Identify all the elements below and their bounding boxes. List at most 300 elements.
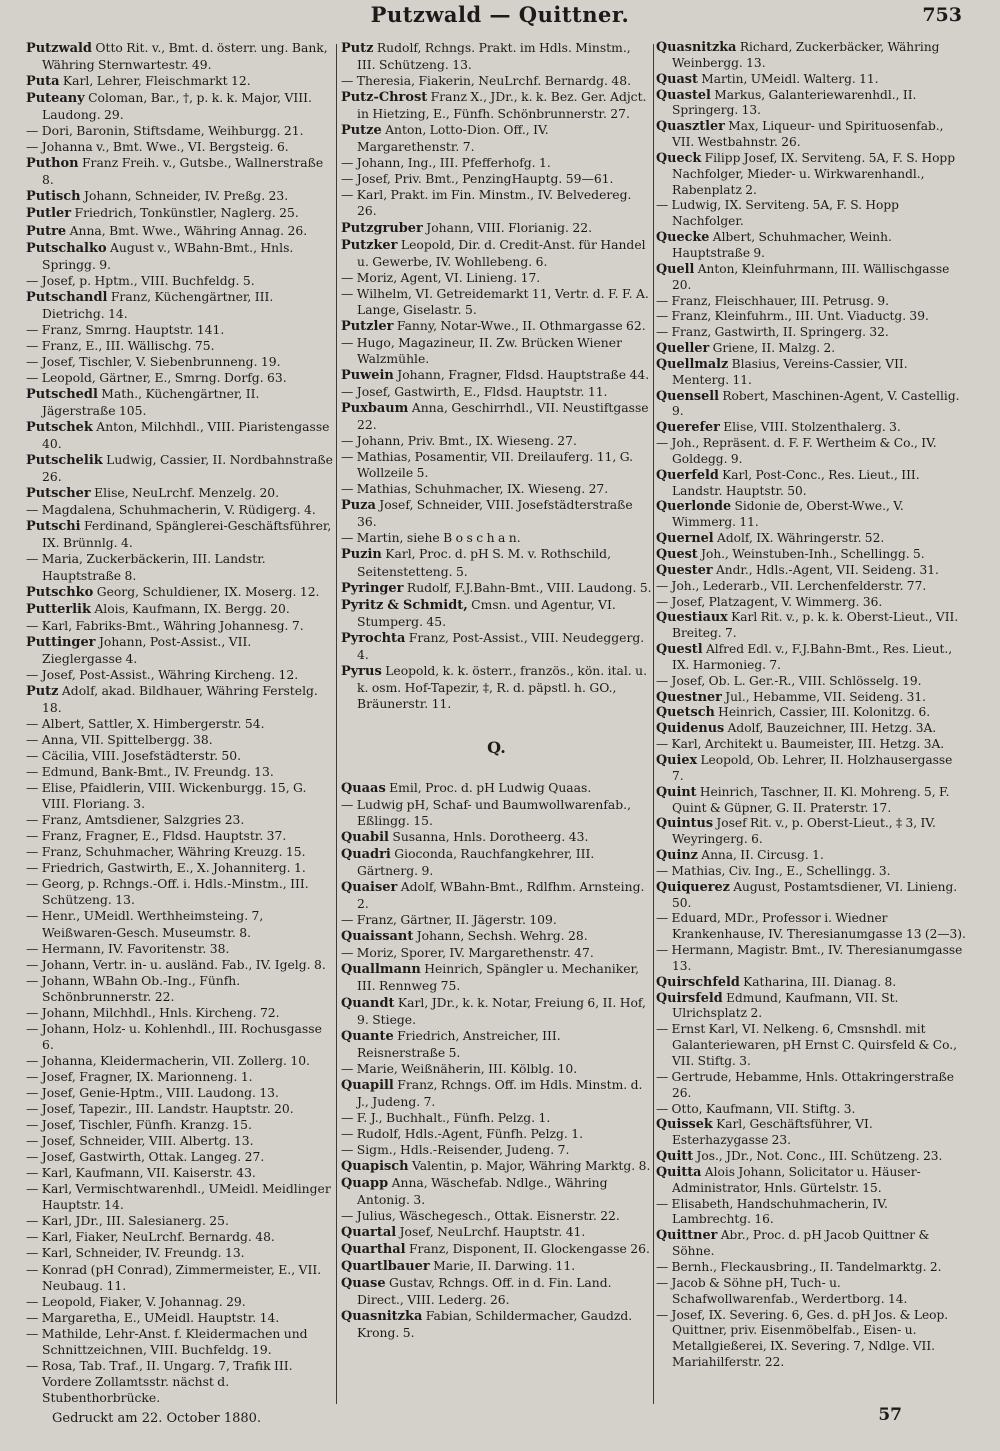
entry-name: Puza: [341, 498, 376, 514]
directory-entry: [26, 780, 333, 812]
entry-detail: Cmsn. und Agentur, VI. Stumperg. 45.: [357, 597, 616, 629]
directory-entry: [656, 753, 966, 785]
entry-name: Putterlik: [26, 601, 91, 617]
entry-name: Putschedl: [26, 386, 98, 402]
entry-detail: Elise, VIII. Stolzenthalerg. 3.: [719, 420, 901, 435]
directory-entry: [341, 797, 652, 829]
entry-name: Quint: [656, 784, 697, 800]
entry-detail: — Johanna v., Bmt. Wwe., VI. Bergsteig. 6.: [26, 140, 289, 155]
entry-detail: — Josef, IX. Severing. 6, Ges. d. pH Jos. & Leop. Quittner, priv. Eisenmöbelfab., Eisen- u. Metallgießerei, IX. Severing. 7, Ndlge. VII. Mariahilferstr. 22.: [656, 1307, 949, 1370]
entry-detail: — Franz, Schuhmacher, Währing Kreuzg. 15.: [26, 845, 306, 860]
entry-detail: Filipp Josef, IX. Serviteng. 5A, F. S. Hopp Nachfolger, Mieder- u. Wirkwarenhandl., Rabenplatz 2.: [672, 150, 956, 197]
entry-detail: Karl, Post-Conc., Res. Lieut., III. Landstr. Hauptstr. 50.: [672, 467, 920, 498]
column-right: [656, 40, 966, 1406]
entry-name: Quinz: [656, 848, 698, 864]
directory-entry: [341, 237, 652, 270]
entry-name: Putschek: [26, 420, 93, 436]
entry-detail: — Johann, Ing., III. Pfefferhofg. 1.: [341, 156, 551, 171]
directory-entry: [341, 433, 652, 449]
directory-entry: [26, 205, 333, 222]
entry-name: Quasnitzka: [656, 40, 737, 55]
directory-entry: [341, 155, 652, 171]
entry-name: Quetsch: [656, 705, 715, 721]
entry-detail: — Josef, Priv. Bmt., PenzingHauptg. 59—61.: [341, 172, 614, 187]
entry-detail: Alois, Kaufmann, IX. Bergg. 20.: [90, 601, 290, 616]
directory-entry: [341, 1258, 652, 1275]
directory-entry: [26, 1245, 333, 1261]
directory-entry: [656, 595, 966, 611]
directory-entry: [26, 419, 333, 452]
directory-entry: [26, 188, 333, 205]
entry-name: Querlonde: [656, 499, 732, 515]
entry-detail: August, Postamtsdiener, VI. Linieng. 50.: [672, 879, 958, 910]
directory-entry: [26, 322, 333, 338]
directory-entry: [341, 630, 652, 663]
directory-entry: [341, 171, 652, 187]
entry-name: Quester: [656, 562, 713, 578]
entry-detail: Katharina, III. Dianag. 8.: [739, 974, 897, 989]
entry-detail: — Mathilde, Lehr-Anst. f. Kleidermachen und Schnittzeichnen, VIII. Buchfeldg. 19.: [26, 1326, 308, 1357]
entry-name: Putscher: [26, 486, 91, 502]
directory-entry: [26, 273, 333, 289]
entry-detail: — Josef, p. Hptm., VIII. Buchfeldg. 5.: [26, 273, 255, 288]
entry-detail: — Edmund, Bank-Bmt., IV. Freundg. 13.: [26, 765, 274, 780]
directory-entry: [341, 829, 652, 846]
entry-detail: Richard, Zuckerbäcker, Währing Weinbergg. 13.: [672, 40, 940, 70]
entry-detail: Martin, UMeidl. Walterg. 11.: [697, 71, 879, 86]
entry-detail: — Johann, Holz- u. Kohlenhdl., III. Rochusgasse 6.: [26, 1021, 322, 1052]
entry-name: Quabil: [341, 830, 389, 846]
entry-detail: Leopold, Ob. Lehrer, II. Holzhausergasse 7.: [672, 752, 953, 783]
entry-name: Quartal: [341, 1225, 397, 1241]
entry-detail: Karl, Proc. d. pH S. M. v. Rothschild, Seitenstetteng. 5.: [357, 547, 612, 579]
entry-name: Quirsfeld: [656, 990, 723, 1006]
directory-entry: [26, 716, 333, 732]
directory-entry: [656, 198, 966, 230]
entry-name: Putschalko: [26, 240, 107, 256]
directory-entry: [341, 497, 652, 530]
directory-entry: [656, 911, 966, 943]
directory-entry: [656, 531, 966, 547]
entry-detail: Franz X., JDr., k. k. Bez. Ger. Adjct. in Hietzing, E., Fünfh. Schönbrunnerstr. 27.: [357, 90, 647, 122]
entry-detail: Anna, II. Circusg. 1.: [697, 848, 824, 863]
directory-entry: [26, 908, 333, 940]
entry-name: Puwein: [341, 367, 394, 383]
directory-entry: [26, 1053, 333, 1069]
entry-name: Putschandl: [26, 289, 108, 305]
entry-name: Putzgruber: [341, 220, 423, 236]
entry-detail: — Franz, E., III. Wällischg. 75.: [26, 338, 215, 353]
directory-entry: [656, 1197, 966, 1229]
directory-entry: [656, 848, 966, 864]
directory-entry: [656, 1260, 966, 1276]
directory-entry: [26, 40, 333, 73]
directory-entry: [656, 563, 966, 579]
directory-entry: [341, 912, 652, 928]
directory-entry: [341, 597, 652, 630]
directory-entry: [26, 1262, 333, 1294]
entry-name: Putre: [26, 223, 67, 239]
entry-name: Quadri: [341, 847, 391, 863]
entry-detail: — Josef, Ob. L. Ger.-R., VIII. Schlösselg. 19.: [656, 673, 922, 688]
entry-name: Quaissant: [341, 929, 414, 945]
entry-detail: Joh., Weinstuben-Inh., Schellingg. 5.: [697, 547, 925, 561]
entry-detail: Anna, Bmt. Wwe., Währing Annag. 26.: [66, 223, 308, 238]
directory-entry: [341, 580, 652, 597]
entry-name: Quitta: [656, 1164, 702, 1180]
entry-detail: Rudolf, Rchngs. Prakt. im Hdls. Minstm., III. Schützeng. 13.: [357, 41, 631, 73]
column-divider-2: [653, 44, 654, 1404]
directory-entry: [26, 683, 333, 716]
directory-entry: [341, 961, 652, 994]
entry-detail: — Sigm., Hdls.-Reisender, Judeng. 7.: [341, 1142, 570, 1157]
directory-entry: [656, 389, 966, 421]
directory-entry: [26, 1021, 333, 1053]
entry-detail: — Hermann, Magistr. Bmt., IV. Theresianumgasse 13.: [656, 943, 963, 973]
entry-detail: — Maria, Zuckerbäckerin, III. Landstr. Hauptstraße 8.: [26, 552, 266, 583]
entry-name: Quante: [341, 1028, 394, 1044]
entry-detail: Elise, NeuLrchf. Menzelg. 20.: [90, 486, 280, 501]
directory-entry: [341, 1061, 652, 1077]
directory-entry: [26, 1165, 333, 1181]
entry-detail: Rudolf, F.J.Bahn-Bmt., VIII. Laudong. 5.: [403, 580, 652, 595]
directory-entry: [26, 634, 333, 667]
entry-detail: — Josef, Tischler, Fünfh. Kranzg. 15.: [26, 1118, 252, 1133]
entry-detail: — Josef, Schneider, VIII. Albertg. 13.: [26, 1134, 254, 1149]
directory-entry: [656, 499, 966, 531]
entry-name: Putz: [26, 683, 59, 699]
directory-entry: [26, 618, 333, 634]
entry-name: Puthon: [26, 156, 79, 172]
directory-entry: [656, 294, 966, 310]
entry-detail: Heinrich, Cassier, III. Kolonitzg. 6.: [714, 705, 931, 720]
entry-name: Putschelik: [26, 453, 103, 469]
entry-name: Putler: [26, 206, 72, 222]
entry-name: Quase: [341, 1276, 386, 1292]
entry-detail: — Karl, Schneider, IV. Freundg. 13.: [26, 1246, 245, 1261]
directory-entry: [341, 1158, 652, 1175]
entry-detail: — Franz, Kleinfuhrm., III. Unt. Viaductg. 39.: [656, 309, 929, 324]
directory-entry: [26, 667, 333, 683]
entry-name: Quaas: [341, 780, 386, 796]
entry-detail: — Johann, WBahn Ob.-Ing., Fünfh. Schönbrunnerstr. 22.: [26, 973, 241, 1004]
entry-detail: Jos., JDr., Not. Conc., III. Schützeng. 23.: [693, 1149, 943, 1164]
entry-name: Quast: [656, 71, 698, 87]
entry-name: Quecke: [656, 230, 710, 246]
directory-entry: [26, 812, 333, 828]
directory-entry: [26, 1117, 333, 1133]
directory-entry: [341, 400, 652, 433]
directory-entry: [656, 1070, 966, 1102]
directory-entry: [656, 325, 966, 341]
entry-detail: — Moriz, Agent, VI. Linieng. 17.: [341, 270, 541, 285]
entry-detail: Karl, JDr., k. k. Notar, Freiung 6, II. Hof, 9. Stiege.: [357, 995, 646, 1027]
directory-entry: [656, 642, 966, 674]
entry-detail: — Georg, p. Rchngs.-Off. i. Hdls.-Minstm., III. Schützeng. 13.: [26, 877, 309, 908]
entry-detail: Karl Rit. v., p. k. k. Oberst-Lieut., VII. Breiteg. 7.: [672, 610, 959, 641]
entry-detail: — Karl, Architekt u. Baumeister, III. Hetzg. 3A.: [656, 737, 945, 752]
entry-name: Putzler: [341, 318, 394, 334]
directory-entry: [341, 367, 652, 384]
entry-name: Quapill: [341, 1077, 394, 1093]
directory-entry: [26, 502, 333, 518]
directory-entry: [341, 546, 652, 579]
directory-entry: [341, 1142, 652, 1158]
directory-entry: [341, 122, 652, 155]
directory-entry: [656, 975, 966, 991]
directory-entry: [341, 335, 652, 367]
directory-entry: [341, 270, 652, 286]
directory-entry: [656, 880, 966, 912]
directory-entry: [341, 945, 652, 961]
entry-detail: Franz, Küchengärtner, III. Dietrichg. 14.: [42, 289, 274, 321]
entry-detail: Susanna, Hnls. Dorotheerg. 43.: [388, 830, 589, 845]
entry-detail: Coloman, Bar., †, p. k. k. Major, VIII. Laudong. 29.: [42, 91, 312, 123]
entry-name: Puzin: [341, 547, 382, 563]
directory-entry: [656, 119, 966, 151]
directory-entry: [26, 338, 333, 354]
entry-name: Quintus: [656, 816, 714, 832]
directory-entry: [341, 1275, 652, 1308]
entry-detail: — Joh., Lederarb., VII. Lerchenfelderstr. 77.: [656, 578, 927, 593]
entry-detail: Math., Küchengärtner, II. Jägerstraße 105.: [42, 386, 260, 419]
entry-detail: Robert, Maschinen-Agent, V. Castellig. 9.: [672, 388, 960, 419]
entry-name: Puta: [26, 74, 60, 90]
entry-detail: Franz, Rchngs. Off. im Hdls. Minstm. d. J., Judeng. 7.: [357, 1077, 643, 1109]
directory-entry: [656, 1165, 966, 1197]
entry-detail: — Josef, Tapezir., III. Landstr. Hauptstr. 20.: [26, 1102, 294, 1117]
directory-entry: [26, 155, 333, 188]
directory-entry: [26, 123, 333, 139]
directory-entry: [26, 1310, 333, 1326]
entry-detail: Johann, Post-Assist., VII. Zieglergasse 4.: [42, 634, 252, 666]
entry-detail: — Ernst Karl, VI. Nelkeng. 6, Cmsnshdl. mit Galanteriewaren, pH Ernst C. Quirsfeld & Co., VII. Stiftg. 3.: [656, 1022, 957, 1068]
entry-detail: — Franz, Amtsdiener, Salzgries 23.: [26, 813, 245, 828]
directory-entry: [656, 1022, 966, 1070]
entry-detail: Gustav, Rchngs. Off. in d. Fin. Land. Direct., VIII. Lederg. 26.: [357, 1276, 612, 1308]
entry-detail: — Gertrude, Hebamme, Hnls. Ottakringerstraße 26.: [656, 1069, 954, 1100]
directory-entry: [341, 89, 652, 122]
entry-name: Quastel: [656, 87, 711, 103]
entry-detail: Josef, NeuLrchf. Hauptstr. 41.: [396, 1225, 586, 1240]
entry-detail: Friedrich, Tonkünstler, Naglerg. 25.: [71, 206, 299, 221]
entry-detail: Fanny, Notar-Wwe., II. Othmargasse 62.: [393, 318, 646, 333]
entry-detail: Valentin, p. Major, Währing Marktg. 8.: [408, 1159, 651, 1173]
directory-entry: [656, 1276, 966, 1308]
directory-entry: [656, 579, 966, 595]
entry-detail: — Margaretha, E., UMeidl. Hauptstr. 14.: [26, 1310, 280, 1325]
directory-entry: [656, 468, 966, 500]
entry-name: Putzker: [341, 237, 398, 253]
entry-detail: — F. J., Buchhalt., Fünfh. Pelzg. 1.: [341, 1110, 551, 1125]
directory-entry: [26, 73, 333, 90]
entry-name: Quitt: [656, 1149, 694, 1165]
entry-detail: — Johann, Milchhdl., Hnls. Kircheng. 72.: [26, 1005, 280, 1020]
entry-detail: — Josef, Fragner, IX. Marionneng. 1.: [26, 1069, 253, 1084]
entry-detail: — Elisabeth, Handschuhmacherin, IV. Lambrechtg. 16.: [656, 1196, 888, 1227]
directory-entry: [26, 860, 333, 876]
directory-entry: [341, 40, 652, 73]
entry-name: Queck: [656, 150, 702, 166]
directory-entry: [656, 943, 966, 975]
directory-entry: [656, 1149, 966, 1165]
entry-detail: — Franz, Smrng. Hauptstr. 141.: [26, 322, 225, 337]
directory-entry: [341, 928, 652, 945]
directory-entry: [656, 1308, 966, 1371]
entry-name: Pyrochta: [341, 630, 406, 646]
directory-entry: [341, 1077, 652, 1110]
page-title: Putzwald — Quittner.: [370, 2, 630, 27]
entry-detail: — Karl, Vermischtwarenhdl., UMeidl. Meidlinger Hauptstr. 14.: [26, 1182, 331, 1213]
directory-entry: [26, 1181, 333, 1213]
directory-entry: [26, 732, 333, 748]
directory-entry: [656, 1228, 966, 1260]
directory-entry: [26, 1213, 333, 1229]
entry-detail: — Josef, Tischler, V. Siebenbrunneng. 19.: [26, 354, 281, 369]
entry-name: Quandt: [341, 995, 395, 1011]
entry-name: Quidenus: [656, 721, 725, 737]
entry-name: Querfeld: [656, 467, 719, 483]
entry-detail: — Karl, Prakt. im Fin. Minstm., IV. Belvedereg. 26.: [341, 188, 632, 219]
entry-detail: — Franz, Fleischhauer, III. Petrusg. 9.: [656, 293, 889, 308]
entry-detail: Andr., Hdls.-Agent, VII. Seideng. 31.: [712, 562, 939, 577]
directory-entry: [26, 1294, 333, 1310]
entry-detail: Heinrich, Taschner, II. Kl. Mohreng. 5, F. Quint & Güpner, G. II. Praterstr. 17.: [672, 784, 950, 815]
directory-entry: [26, 584, 333, 601]
entry-name: Quernel: [656, 531, 714, 547]
directory-entry: [26, 973, 333, 1005]
entry-detail: — Anna, VII. Spittelbergg. 38.: [26, 732, 213, 747]
entry-name: Quiquerez: [656, 879, 730, 895]
entry-name: Putz: [341, 41, 374, 56]
directory-entry: [341, 384, 652, 400]
directory-entry: [26, 1069, 333, 1085]
entry-detail: — Joh., Repräsent. d. F. F. Wertheim & Co., IV. Goldegg. 9.: [656, 436, 937, 466]
entry-detail: Anna, Geschirrhdl., VII. Neustiftgasse 22.: [357, 401, 649, 433]
directory-entry: [341, 220, 652, 237]
directory-entry: [341, 1028, 652, 1061]
entry-name: Quartlbauer: [341, 1259, 430, 1275]
entry-detail: — Franz, Gastwirth, II. Springerg. 32.: [656, 325, 889, 340]
entry-detail: — Mathias, Schuhmacher, IX. Wieseng. 27.: [341, 482, 609, 497]
entry-name: Putschi: [26, 519, 81, 535]
entry-detail: — Josef, Gastwirth, E., Fldsd. Hauptstr. 11.: [341, 384, 608, 399]
entry-detail: Otto Rit. v., Bmt. d. österr. ung. Bank, Währing Sternwartestr. 49.: [42, 41, 328, 73]
entry-detail: — Karl, JDr., III. Salesianerg. 25.: [26, 1214, 229, 1229]
entry-name: Quarthal: [341, 1242, 406, 1258]
entry-detail: — Leopold, Fiaker, V. Johannag. 29.: [26, 1294, 246, 1309]
column-left: [26, 40, 333, 1406]
entry-name: Quaiser: [341, 880, 398, 896]
entry-detail: — Josef, Platzagent, V. Wimmerg. 36.: [656, 594, 883, 609]
entry-name: Quellmalz: [656, 356, 729, 372]
entry-detail: — Dori, Baronin, Stiftsdame, Weihburgg. 21.: [26, 124, 304, 139]
entry-detail: — Franz, Gärtner, II. Jägerstr. 109.: [341, 913, 557, 928]
entry-detail: Johann, VIII. Florianig. 22.: [422, 220, 593, 235]
entry-detail: — Moriz, Sporer, IV. Margarethenstr. 47.: [341, 946, 594, 961]
entry-name: Quittner: [656, 1228, 718, 1244]
directory-entry: [656, 991, 966, 1023]
entry-detail: — Rudolf, Hdls.-Agent, Fünfh. Pelzg. 1.: [341, 1126, 584, 1141]
entry-detail: — Karl, Fiaker, NeuLrchf. Bernardg. 48.: [26, 1230, 275, 1245]
entry-detail: — Hermann, IV. Favoritenstr. 38.: [26, 941, 230, 956]
directory-entry: [341, 995, 652, 1028]
directory-entry: [26, 1149, 333, 1165]
entry-name: Quallmann: [341, 962, 421, 978]
entry-name: Pyrus: [341, 663, 382, 679]
directory-entry: [656, 785, 966, 817]
entry-name: Puteany: [26, 91, 85, 107]
directory-entry: [656, 262, 966, 294]
entry-detail: — Josef, Post-Assist., Währing Kircheng. 12.: [26, 667, 299, 682]
entry-name: Putz-Chrost: [341, 90, 428, 106]
entry-detail: Adolf, Bauzeichner, III. Hetzg. 3A.: [724, 721, 937, 736]
entry-detail: Adolf, akad. Bildhauer, Währing Ferstelg. 18.: [42, 683, 318, 715]
entry-detail: Abr., Proc. d. pH Jacob Quittner & Söhne.: [672, 1228, 930, 1259]
entry-detail: Griene, II. Malzg. 2.: [709, 341, 836, 356]
directory-entry: [26, 1326, 333, 1358]
directory-entry: [656, 721, 966, 737]
entry-detail: — Martin, siehe B o s c h a n.: [341, 531, 521, 546]
print-date-note: Gedruckt am 22. October 1880.: [52, 1411, 262, 1426]
entry-name: Questner: [656, 689, 722, 705]
entry-detail: — Bernh., Fleckausbring., II. Tandelmarktg. 2.: [656, 1259, 942, 1274]
directory-entry: [341, 73, 652, 89]
directory-entry: [26, 828, 333, 844]
directory-entry: [341, 286, 652, 318]
directory-entry: [656, 151, 966, 199]
entry-detail: Blasius, Vereins-Cassier, VII. Menterg. 11.: [672, 356, 908, 387]
directory-entry: [656, 72, 966, 88]
directory-entry: [26, 289, 333, 322]
entry-detail: Anton, Kleinfuhrmann, III. Wällischgasse 20.: [672, 261, 950, 292]
entry-detail: — Mathias, Civ. Ing., E., Schellingg. 3.: [656, 863, 891, 878]
directory-entry: [656, 420, 966, 436]
entry-detail: — Elise, Pfaidlerin, VIII. Wickenburgg. 15, G. VIII. Floriang. 3.: [26, 781, 307, 812]
entry-detail: Josef, Schneider, VIII. Josefstädterstraße 36.: [357, 498, 633, 530]
column-middle: [341, 40, 652, 1406]
entry-detail: — Ludwig, IX. Serviteng. 5A, F. S. Hopp Nachfolger.: [656, 198, 899, 229]
directory-entry: [26, 1133, 333, 1149]
entry-detail: Fabian, Schildermacher, Gaudzd. Krong. 5.: [357, 1309, 633, 1341]
signature-mark: 57: [878, 1405, 902, 1425]
directory-entry: [26, 1358, 333, 1406]
directory-entry: [341, 318, 652, 335]
directory-entry: [341, 1308, 652, 1341]
entry-detail: Johann, Schneider, IV. Preßg. 23.: [80, 189, 289, 204]
entry-detail: — Albert, Sattler, X. Himbergerstr. 54.: [26, 716, 265, 731]
entry-detail: — Josef, Genie-Hptm., VIII. Laudong. 13.: [26, 1086, 279, 1100]
entry-name: Quapisch: [341, 1159, 409, 1174]
entry-detail: — Rosa, Tab. Traf., II. Ungarg. 7, Trafik III. Vordere Zollamtsstr. nächst d. Stubenthorbrücke.: [26, 1358, 293, 1405]
entry-name: Quapp: [341, 1176, 389, 1192]
directory-entry: [656, 547, 966, 563]
directory-entry: [341, 1126, 652, 1142]
directory-entry: [26, 518, 333, 551]
entry-detail: — Friedrich, Gastwirth, E., X. Johanniterg. 1.: [26, 861, 306, 876]
directory-entry: [341, 663, 652, 712]
directory-entry: [341, 780, 652, 797]
entry-detail: Leopold, Dir. d. Credit-Anst. für Handel u. Gewerbe, IV. Wohllebeng. 6.: [357, 237, 646, 269]
entry-detail: Adolf, IX. Währingerstr. 52.: [713, 531, 885, 546]
directory-entry: [26, 240, 333, 273]
entry-detail: Karl, Geschäftsführer, VI. Esterhazygasse 23.: [672, 1117, 873, 1148]
directory-entry: [656, 690, 966, 706]
entry-detail: Jul., Hebamme, VII. Seideng. 31.: [721, 689, 926, 704]
directory-entry: [26, 601, 333, 618]
entry-name: Quiex: [656, 752, 698, 768]
directory-entry: [341, 530, 652, 546]
